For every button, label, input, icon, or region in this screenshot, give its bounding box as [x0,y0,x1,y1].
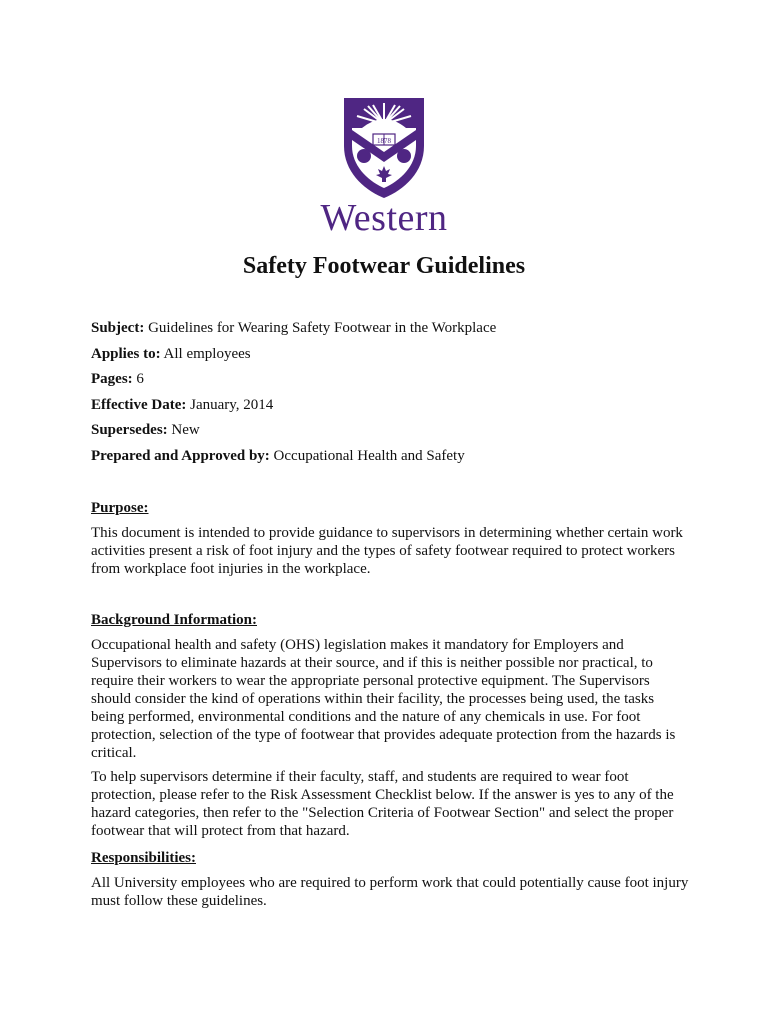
meta-prepared-label: Prepared and Approved by: [91,447,270,464]
meta-applies-value: All employees [163,345,251,362]
meta-pages [91,369,691,395]
meta-subject-label: Subject: [91,320,145,336]
background-heading: Background Information: [91,612,257,628]
meta-supersedes-value: New [171,422,200,439]
meta-subject-value: Guidelines for Wearing Safety Footwear in the Workplace [148,320,497,336]
meta-pages-value: 6 [136,371,144,388]
purpose-text: This document is intended to provide guidance to supervisors in determining whether certain work activities present a risk of foot injury and the types of safety footwear required to protect workers from workplace foot injuries in the workplace. [91,525,683,577]
purpose-heading: Purpose: [91,500,149,516]
responsibilities-heading: Responsibilities: [91,850,197,866]
meta-supersedes-label: Supersedes: [91,422,168,439]
western-university-crest-icon [340,94,428,200]
background-paragraph-2: To help supervisors determine if their faculty, staff, and students are required to wear foot protection, please refer to the Risk Assessment Checklist below. If the answer is yes to any of the hazard categories, then refer to the "Selection Criteria of Footwear Section" and select the proper footwear that will protect from that hazard. [91,769,674,839]
background-paragraph-1: Occupational health and safety (OHS) legislation makes it mandatory for Employers and Supervisors to eliminate hazards at their source, and if this is neither possible nor practical, to require their workers to wear the appropriate personal protective equipment. The Supervisors should consider the kind of operations within their facility, the processes being used, the tasks being performed, environmental conditions and the nature of any chemicals in use. For foot protection, selection of the type of footwear that provides adequate protection from the hazards is critical. [91,637,676,761]
meta-pages-label: Pages: [91,371,133,388]
meta-applies-to [91,344,691,370]
document-metadata [91,318,691,472]
logo [0,94,768,205]
page-title: Safety Footwear Guidelines [242,253,526,279]
crest-year: 1878 [377,137,391,145]
meta-subject [91,318,691,344]
meta-applies-label: Applies to: [91,345,161,362]
meta-supersedes [91,420,691,446]
responsibilities-text: All University employees who are required to perform work that could potentially cause foot injury must follow these guidelines. [91,875,689,909]
meta-effective-date [91,395,691,421]
meta-prepared-value: Occupational Health and Safety [273,447,465,464]
meta-effective-label: Effective Date: [91,396,187,413]
brand-wordmark: Western [320,197,448,239]
meta-prepared-by [91,446,691,472]
meta-effective-value: January, 2014 [190,396,274,413]
